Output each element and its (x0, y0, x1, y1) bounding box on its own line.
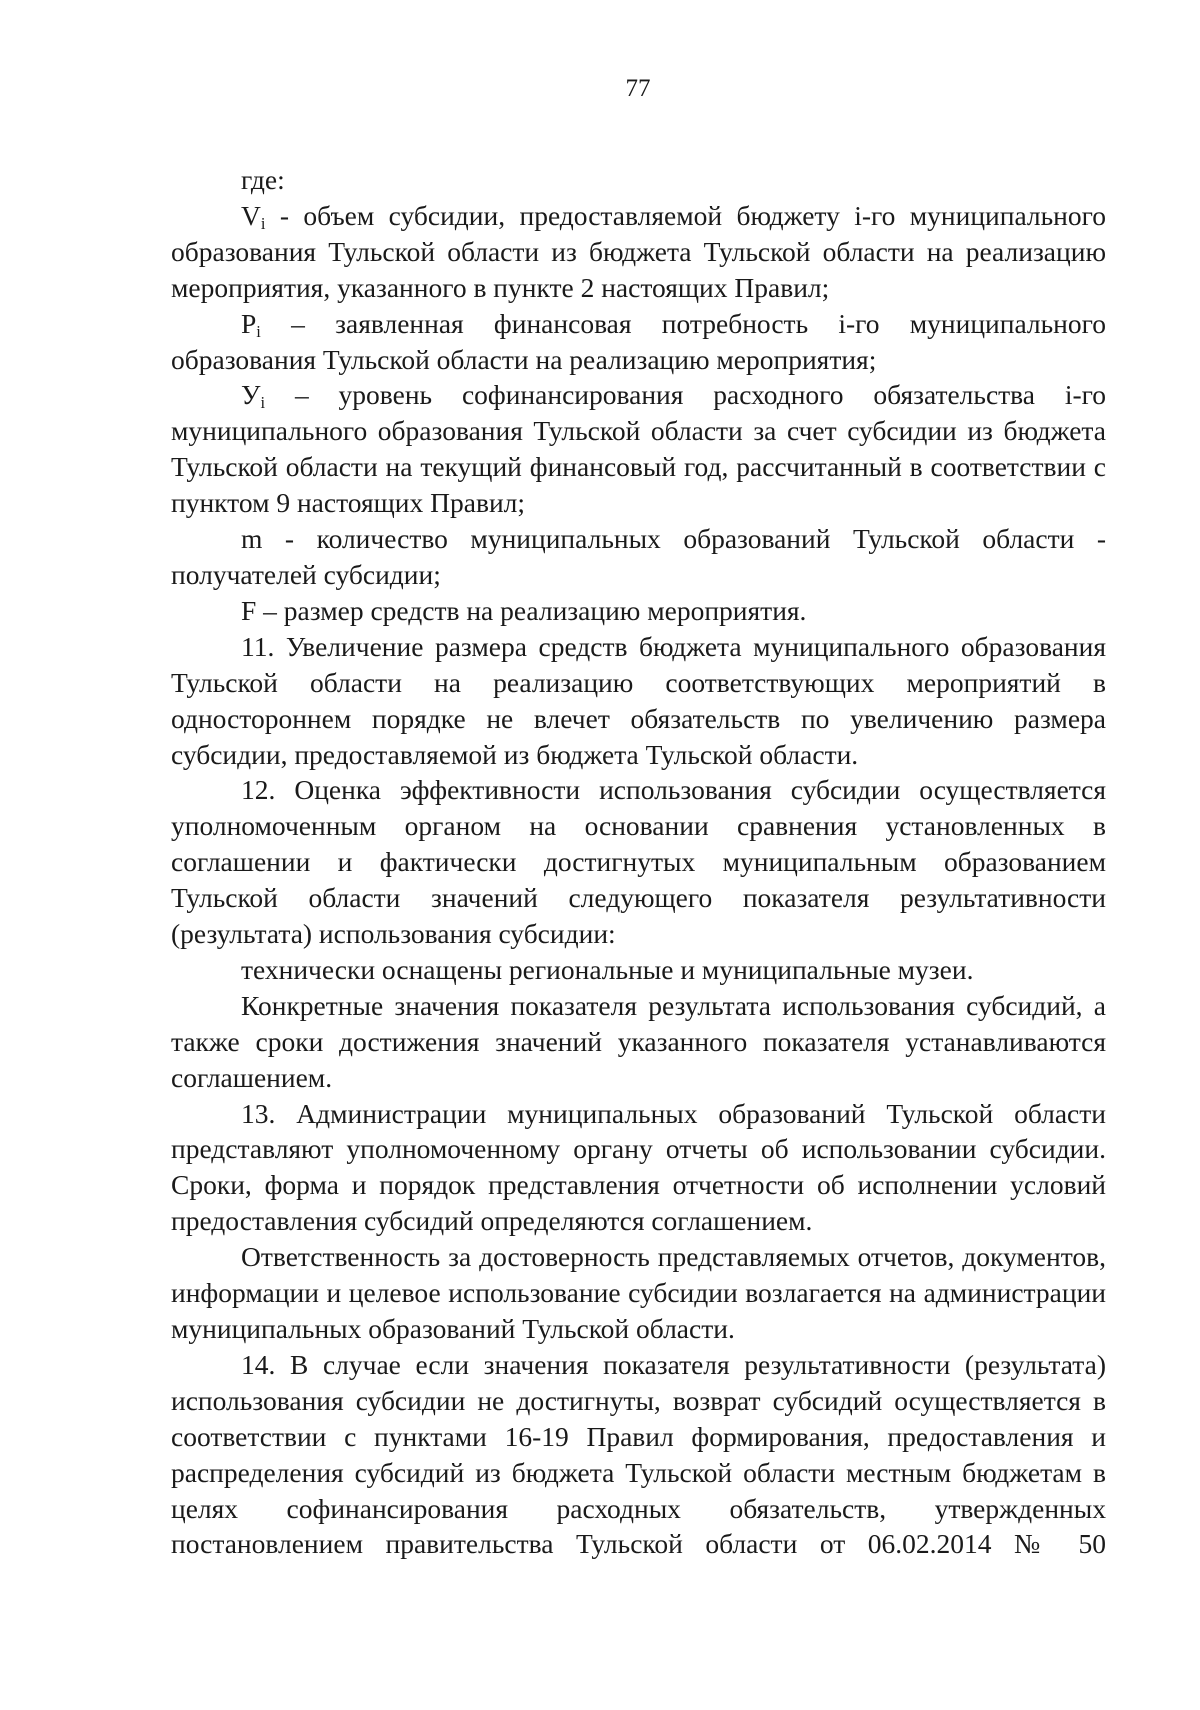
definition-text: - объем субсидии, предоставляемой бюджету i-го муниципального образования Тульской области из бюджета Тульской области на реализацию мероприятия, указанного в пункте 2 настоящих Правил; (171, 199, 1106, 303)
definition-text: – заявленная финансовая потребность i-го муниципального образования Тульской области на реализацию мероприятия; (171, 307, 1106, 375)
paragraph-where: где: (241, 164, 285, 195)
variable-subscript: i (256, 321, 261, 341)
variable-subscript: i (260, 393, 266, 413)
paragraph-clause-14: 14. В случае если значения показателя результативности (результата) использования субсидии не достигнуты, возврат субсидий осуществляется в соответствии с пунктами 16-19 Правил формирования, предоставления и распределения субсидий из бюджета Тульской области местным бюджетам в целях софинансирования расходных обязательств, утвержденных постановлением правительства Тульской области от 06.02.2014 № 50 (171, 1348, 1106, 1560)
page-number: 77 (625, 75, 651, 102)
paragraph-definition-m: m - количество муниципальных образований Тульской области - получателей субсидии; (171, 523, 1106, 590)
paragraph-clause-13: 13. Администрации муниципальных образований Тульской области представляют уполномоченному органу отчеты об использовании субсидии. Сроки, форма и порядок представления отчетности об исполнении условий предоставления субсидий определяются соглашением. (171, 1097, 1106, 1237)
paragraph-clause-11: 11. Увеличение размера средств бюджета муниципального образования Тульской области на реализацию соответствующих мероприятий в одностороннем порядке не влечет обязательств по увеличению размера субсидии, предоставляемой из бюджета Тульской области. (171, 630, 1106, 770)
paragraph-definition-f: F – размер средств на реализацию мероприятия. (241, 594, 807, 626)
definition-text: – уровень софинансирования расходного обязательства i-го муниципального образования Тульской области за счет субсидии из бюджета Тульской области на текущий финансовый год, рассчитанный в соответствии с пунктом 9 настоящих Правил; (171, 379, 1106, 519)
paragraph-indicator-values: Конкретные значения показателя результата использования субсидий, а также сроки достижения значений указанного показателя устанавливаются соглашением. (171, 989, 1106, 1093)
paragraph-responsibility: Ответственность за достоверность представляемых отчетов, документов, информации и целевое использование субсидии возлагается на администрации муниципальных образований Тульской области. (171, 1241, 1106, 1344)
variable-symbol: V (241, 199, 261, 231)
variable-symbol: P (241, 307, 257, 339)
document-body (171, 162, 1106, 1562)
paragraph-clause-12: 12. Оценка эффективности использования субсидии осуществляется уполномоченным органом на основании сравнения установленных в соглашении и фактически достигнутых муниципальным образованием Тульской области значений следующего показателя результативности (результата) использования субсидии: (171, 774, 1106, 950)
variable-subscript: i (260, 214, 266, 234)
paragraph-definition-pi (171, 306, 1106, 378)
paragraph-definition-yi (171, 377, 1106, 521)
variable-symbol: У (241, 379, 261, 411)
paragraph-definition-vi (171, 198, 1106, 306)
paragraph-indicator: технически оснащены региональные и муниципальные музеи. (241, 953, 974, 985)
